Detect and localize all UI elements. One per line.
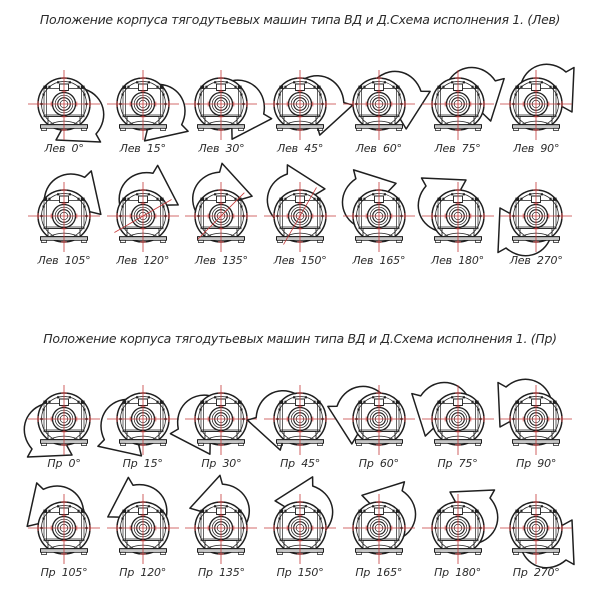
column-nut <box>474 510 478 513</box>
fan-label: Пр 75° <box>437 457 478 470</box>
column-nut <box>279 198 283 201</box>
column-nut <box>122 198 126 201</box>
scroll-outlet <box>258 163 326 232</box>
column-nut <box>474 401 478 404</box>
column-nut <box>159 510 163 513</box>
fan-label: Лев 0° <box>44 142 84 155</box>
column-nut <box>81 86 85 89</box>
column-nut <box>122 86 126 89</box>
column-nut <box>358 401 362 404</box>
column-nut <box>516 510 520 513</box>
column-nut <box>317 510 321 513</box>
fan-label: Лев 105° <box>37 254 91 267</box>
column-nut <box>81 510 85 513</box>
column-nut <box>159 86 163 89</box>
column-nut <box>279 510 283 513</box>
section-title-lev: Положение корпуса тягодутьевых машин типа ВД и Д.Схема исполнения 1. (Лев) <box>39 12 561 27</box>
column-nut <box>553 198 557 201</box>
column-nut <box>238 86 242 89</box>
fan-label: Пр 120° <box>119 566 167 579</box>
fan-label: Пр 180° <box>434 566 481 579</box>
column-nut <box>201 86 205 89</box>
section-title-pr: Положение корпуса тягодутьевых машин типа ВД и Д.Схема исполнения 1. (Пр) <box>43 331 557 346</box>
fan-label: Лев 60° <box>355 142 402 155</box>
scroll-outlet <box>25 480 88 540</box>
fan-label: Пр 45° <box>280 457 321 470</box>
fan-label: Пр 150° <box>276 566 324 579</box>
fan-label: Лев 165° <box>352 254 406 267</box>
fan-label: Пр 270° <box>512 566 560 579</box>
column-nut <box>553 510 557 513</box>
fan-label: Пр 30° <box>201 457 242 470</box>
fan-label: Пр 0° <box>47 457 81 470</box>
fan-label: Лев 45° <box>277 142 324 155</box>
column-nut <box>516 401 520 404</box>
fan-label: Лев 150° <box>273 254 327 267</box>
centerlines <box>500 385 572 455</box>
column-nut <box>516 198 520 201</box>
column-nut <box>122 510 126 513</box>
column-nut <box>43 86 47 89</box>
fan-label: Лев 120° <box>116 254 170 267</box>
fan-label: Пр 60° <box>358 457 399 470</box>
column-nut <box>437 510 441 513</box>
column-nut <box>201 510 205 513</box>
column-nut <box>396 510 400 513</box>
column-nut <box>437 86 441 89</box>
fan-label: Лев 90° <box>513 142 560 155</box>
fan-label: Лев 30° <box>198 142 245 155</box>
column-nut <box>437 198 441 201</box>
column-nut <box>43 401 47 404</box>
column-nut <box>279 86 283 89</box>
column-nut <box>317 86 321 89</box>
column-nut <box>201 401 205 404</box>
column-nut <box>238 401 242 404</box>
column-nut <box>122 401 126 404</box>
centerlines <box>500 494 572 564</box>
fan-label: Лев 180° <box>431 254 484 267</box>
fan-label: Лев 270° <box>509 254 563 267</box>
centerlines <box>500 182 572 252</box>
column-nut <box>553 86 557 89</box>
fan-label: Пр 165° <box>355 566 403 579</box>
column-nut <box>159 198 163 201</box>
fan-label: Пр 15° <box>122 457 163 470</box>
fan-label: Лев 75° <box>434 142 481 155</box>
column-nut <box>553 401 557 404</box>
column-nut <box>279 401 283 404</box>
column-nut <box>516 86 520 89</box>
column-nut <box>358 198 362 201</box>
column-nut <box>396 401 400 404</box>
centerlines <box>500 70 572 140</box>
column-nut <box>437 401 441 404</box>
column-nut <box>201 198 205 201</box>
column-nut <box>317 198 321 201</box>
column-nut <box>396 86 400 89</box>
column-nut <box>358 86 362 89</box>
fan-label: Лев 15° <box>119 142 166 155</box>
column-nut <box>358 510 362 513</box>
fan-label: Пр 105° <box>40 566 88 579</box>
column-nut <box>43 510 47 513</box>
fan-label: Пр 90° <box>516 457 557 470</box>
column-nut <box>238 510 242 513</box>
column-nut <box>81 401 85 404</box>
scroll-outlet <box>326 377 395 445</box>
column-nut <box>474 198 478 201</box>
column-nut <box>81 198 85 201</box>
fan-label: Пр 135° <box>197 566 245 579</box>
column-nut <box>159 401 163 404</box>
column-nut <box>317 401 321 404</box>
column-nut <box>43 198 47 201</box>
fan-label: Лев 135° <box>194 254 248 267</box>
column-nut <box>474 86 478 89</box>
column-nut <box>396 198 400 201</box>
